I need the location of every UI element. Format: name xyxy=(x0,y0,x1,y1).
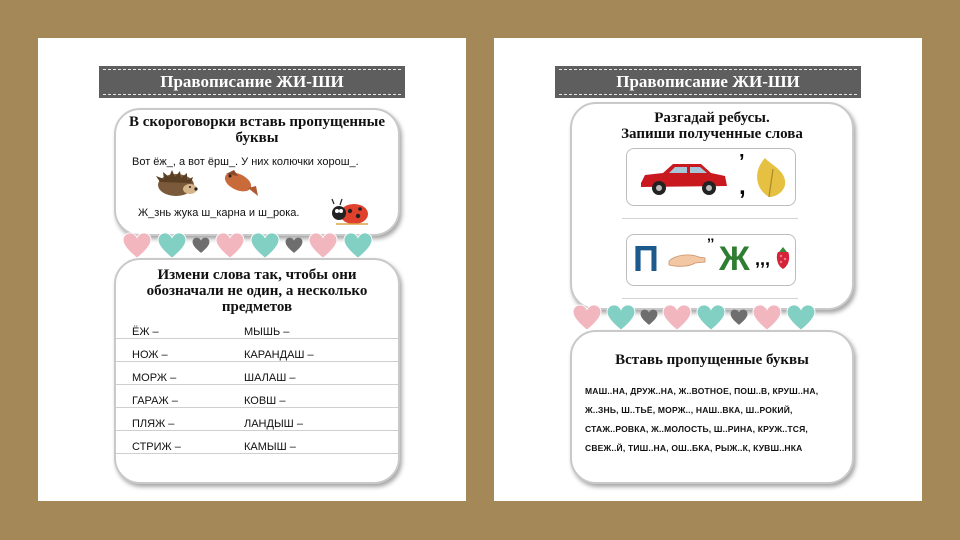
teal-heart-icon xyxy=(606,304,636,332)
fill-in-line-4: СВЕЖ..Й, ТИШ..НА, ОШ..БКА, РЫЖ..К, КУВШ..НКА xyxy=(585,443,803,453)
rebus-card xyxy=(570,102,854,310)
car-image xyxy=(637,161,729,197)
pink-heart-icon xyxy=(752,304,782,332)
rebus-title: Разгадай ребусы. Запиши полученные слова xyxy=(621,110,803,142)
answer-line xyxy=(622,298,798,299)
hedgehog-image xyxy=(154,168,198,198)
pink-heart-icon xyxy=(215,232,245,260)
word-left-6: СТРИЖ – xyxy=(132,441,181,453)
worksheet-page-left xyxy=(38,38,466,501)
page-title: Правописание ЖИ-ШИ xyxy=(160,72,344,91)
word-right-3: ШАЛАШ – xyxy=(244,372,296,384)
teal-heart-icon xyxy=(157,232,187,260)
fill-in-line-1: МАШ..НА, ДРУЖ..НА, Ж..ВОТНОЕ, ПОШ..В, КРУШ..НА, xyxy=(585,386,819,396)
title-bar xyxy=(99,66,405,98)
gray-heart-icon xyxy=(640,309,658,326)
plurals-title: Измени слова так, чтобы они обозначали не один, а несколько предметов xyxy=(146,267,368,315)
word-left-3: МОРЖ – xyxy=(132,372,177,384)
rebus-comma: , xyxy=(739,173,746,200)
hearts-divider xyxy=(122,232,373,260)
word-right-4: КОВШ – xyxy=(244,395,286,407)
teal-heart-icon xyxy=(343,232,373,260)
tongue-twister-title: В скороговорки вставь пропущенные буквы xyxy=(128,114,386,146)
tongue-twister-line-1: Вот ёж_, а вот ёрш_. У них колючки хорош_. xyxy=(132,156,359,168)
word-left-2: НОЖ – xyxy=(132,349,168,361)
teal-heart-icon xyxy=(786,304,816,332)
rebus-2 xyxy=(626,234,796,286)
teal-heart-icon xyxy=(250,232,280,260)
fill-in-title: Вставь пропущенные буквы xyxy=(615,352,809,368)
page-title: Правописание ЖИ-ШИ xyxy=(616,72,800,91)
word-left-1: ЁЖ – xyxy=(132,326,159,338)
gray-heart-icon xyxy=(192,237,210,254)
pink-heart-icon xyxy=(122,232,152,260)
raspberry-image xyxy=(775,245,791,271)
title-bar xyxy=(555,66,861,98)
ladybug-image xyxy=(330,198,372,226)
ruff-fish-image xyxy=(220,166,260,198)
plurals-card xyxy=(114,258,400,484)
teal-heart-icon xyxy=(696,304,726,332)
pink-heart-icon xyxy=(662,304,692,332)
tongue-twister-line-2: Ж_знь жука ш_карна и ш_рока. xyxy=(138,207,300,219)
fill-in-line-3: СТАЖ..РОВКА, Ж..МОЛОСТЬ, Ш..РИНА, КРУЖ..ТСЯ, xyxy=(585,424,808,434)
rebus-apostrophe: ’ xyxy=(739,151,745,173)
gray-heart-icon xyxy=(285,237,303,254)
leaf-image xyxy=(751,155,789,199)
pink-heart-icon xyxy=(308,232,338,260)
worksheet-page-right xyxy=(494,38,922,501)
gray-heart-icon xyxy=(730,309,748,326)
rebus-letter-zh: Ж xyxy=(719,240,750,278)
answer-line xyxy=(622,218,798,219)
word-right-1: МЫШЬ – xyxy=(244,326,290,338)
rebus-letter-p: П xyxy=(633,238,659,279)
pink-heart-icon xyxy=(572,304,602,332)
word-left-4: ГАРАЖ – xyxy=(132,395,178,407)
tongue-twister-card xyxy=(114,108,400,236)
rebus-commas: ,,, xyxy=(755,249,771,269)
word-right-6: КАМЫШ – xyxy=(244,441,296,453)
hearts-divider xyxy=(572,304,816,332)
word-table xyxy=(116,320,398,480)
fill-in-line-2: Ж..ЗНЬ, Ш..ТЬЁ, МОРЖ.., НАШ..ВКА, Ш..РОКИЙ, xyxy=(585,405,793,415)
rebus-quote: ’’ xyxy=(707,235,715,251)
word-left-5: ПЛЯЖ – xyxy=(132,418,175,430)
rebus-1 xyxy=(626,148,796,206)
fill-in-card xyxy=(570,330,854,484)
word-right-2: КАРАНДАШ – xyxy=(244,349,314,361)
pinch-hand-image xyxy=(667,249,707,271)
word-right-5: ЛАНДЫШ – xyxy=(244,418,303,430)
